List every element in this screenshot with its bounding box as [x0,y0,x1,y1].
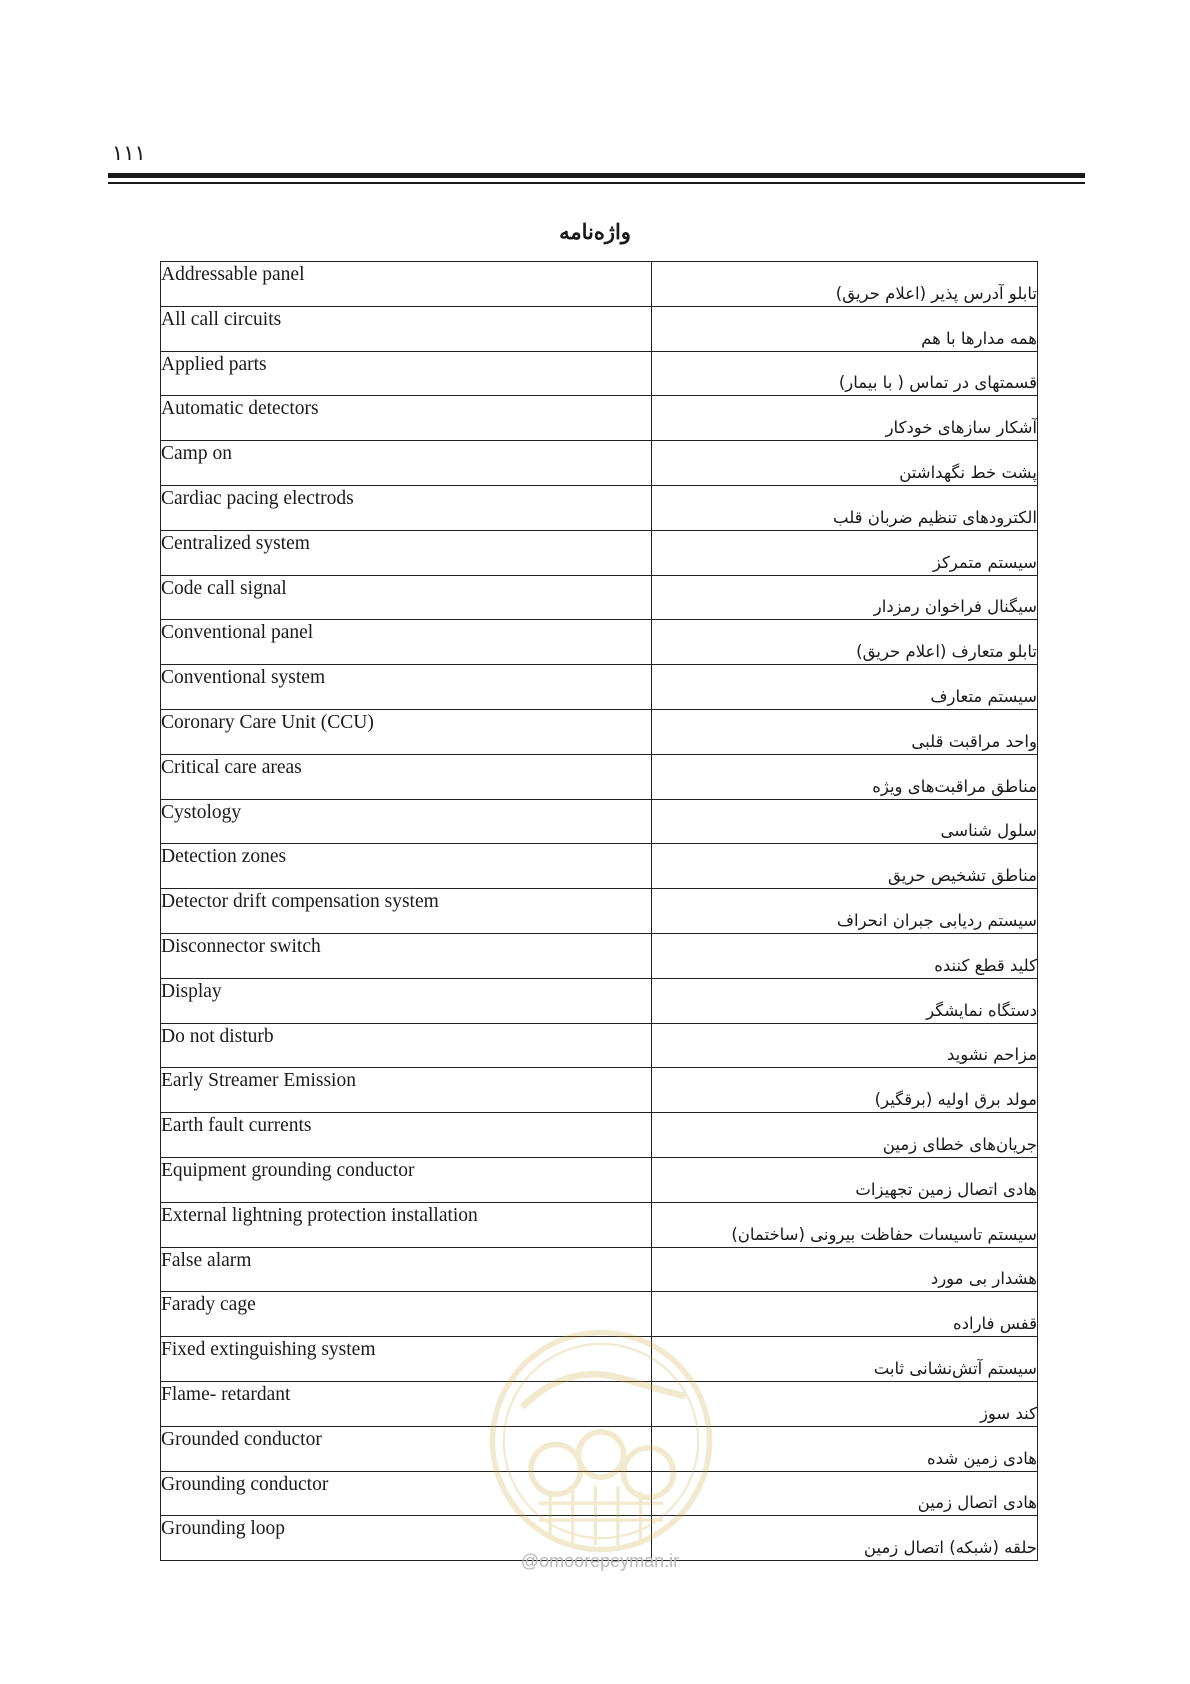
glossary-row [161,665,1038,710]
glossary-row [161,575,1038,620]
persian-term: کند سوز [652,1381,1038,1426]
glossary-row [161,1426,1038,1471]
glossary-row [161,1023,1038,1068]
glossary-row [161,978,1038,1023]
english-term: Automatic detectors [161,396,652,441]
english-term: Detection zones [161,844,652,889]
glossary-row [161,1157,1038,1202]
glossary-row [161,933,1038,978]
english-term: All call circuits [161,306,652,351]
glossary-row [161,1247,1038,1292]
english-term: Grounding conductor [161,1471,652,1516]
persian-term: حلقه (شبکه) اتصال زمین [652,1516,1038,1561]
persian-term: سیستم تاسیسات حفاظت بیرونی (ساختمان) [652,1202,1038,1247]
header-rule-thick [108,173,1085,178]
english-term: Critical care areas [161,754,652,799]
english-term: Detector drift compensation system [161,889,652,934]
glossary-row [161,441,1038,486]
english-term: Grounding loop [161,1516,652,1561]
glossary-row [161,1068,1038,1113]
english-term: Fixed extinguishing system [161,1337,652,1382]
persian-term: آشکار سازهای خودکار [652,396,1038,441]
persian-term: سلول شناسی [652,799,1038,844]
persian-term: مناطق تشخیص حریق [652,844,1038,889]
persian-term: مولد برق اولیه (برقگیر) [652,1068,1038,1113]
english-term: Centralized system [161,530,652,575]
persian-term: سیستم ردیابی جبران انحراف [652,889,1038,934]
english-term: Conventional panel [161,620,652,665]
persian-term: الکترودهای تنظیم ضربان قلب [652,485,1038,530]
glossary-row [161,620,1038,665]
glossary-row [161,262,1038,307]
english-term: Cardiac pacing electrods [161,485,652,530]
persian-term: مناطق مراقبت‌های ویژه [652,754,1038,799]
persian-term: دستگاه نمایشگر [652,978,1038,1023]
persian-term: هادی زمین شده [652,1426,1038,1471]
page-number: ١١١ [112,141,146,165]
english-term: Display [161,978,652,1023]
persian-term: تابلو متعارف (اعلام حریق) [652,620,1038,665]
glossary-row [161,1202,1038,1247]
persian-term: جریان‌های خطای زمین [652,1113,1038,1158]
persian-term: هادی اتصال زمین تجهیزات [652,1157,1038,1202]
persian-term: کلید قطع کننده [652,933,1038,978]
glossary-title: واژه‌نامه [559,219,631,244]
glossary-row [161,1113,1038,1158]
persian-term: پشت خط نگهداشتن [652,441,1038,486]
glossary-row [161,889,1038,934]
persian-term: هشدار بی مورد [652,1247,1038,1292]
english-term: Disconnector switch [161,933,652,978]
glossary-row [161,396,1038,441]
english-term: Cystology [161,799,652,844]
english-term: Grounded conductor [161,1426,652,1471]
glossary-row [161,485,1038,530]
persian-term: قفس فاراده [652,1292,1038,1337]
english-term: Applied parts [161,351,652,396]
persian-term: هادی اتصال زمین [652,1471,1038,1516]
header-rule-thin [108,182,1085,184]
glossary-row [161,530,1038,575]
glossary-row [161,799,1038,844]
glossary-row [161,754,1038,799]
english-term: Earth fault currents [161,1113,652,1158]
persian-term: مزاحم نشوید [652,1023,1038,1068]
english-term: Coronary Care Unit (CCU) [161,709,652,754]
persian-term: واحد مراقبت قلبی [652,709,1038,754]
english-term: Early Streamer Emission [161,1068,652,1113]
english-term: Equipment grounding conductor [161,1157,652,1202]
persian-term: سیستم آتش‌نشانی ثابت [652,1337,1038,1382]
english-term: False alarm [161,1247,652,1292]
glossary-row [161,1292,1038,1337]
glossary-table-body [161,262,1038,1561]
glossary-row [161,1337,1038,1382]
english-term: Conventional system [161,665,652,710]
glossary-row [161,709,1038,754]
persian-term: تابلو آدرس پذیر (اعلام حریق) [652,262,1038,307]
english-term: Camp on [161,441,652,486]
glossary-row [161,306,1038,351]
glossary-row [161,1471,1038,1516]
english-term: Addressable panel [161,262,652,307]
persian-term: سیستم متمرکز [652,530,1038,575]
english-term: Flame- retardant [161,1381,652,1426]
persian-term: سیستم متعارف [652,665,1038,710]
watermark-url: @omoorepeyman.ir [520,1551,680,1571]
english-term: Farady cage [161,1292,652,1337]
glossary-table [160,261,1038,1561]
english-term: Do not disturb [161,1023,652,1068]
glossary-row [161,351,1038,396]
english-term: Code call signal [161,575,652,620]
persian-term: قسمتهای در تماس ( با بیمار) [652,351,1038,396]
glossary-row [161,844,1038,889]
english-term: External lightning protection installation [161,1202,652,1247]
persian-term: همه مدارها با هم [652,306,1038,351]
glossary-row [161,1381,1038,1426]
persian-term: سیگنال فراخوان رمزدار [652,575,1038,620]
